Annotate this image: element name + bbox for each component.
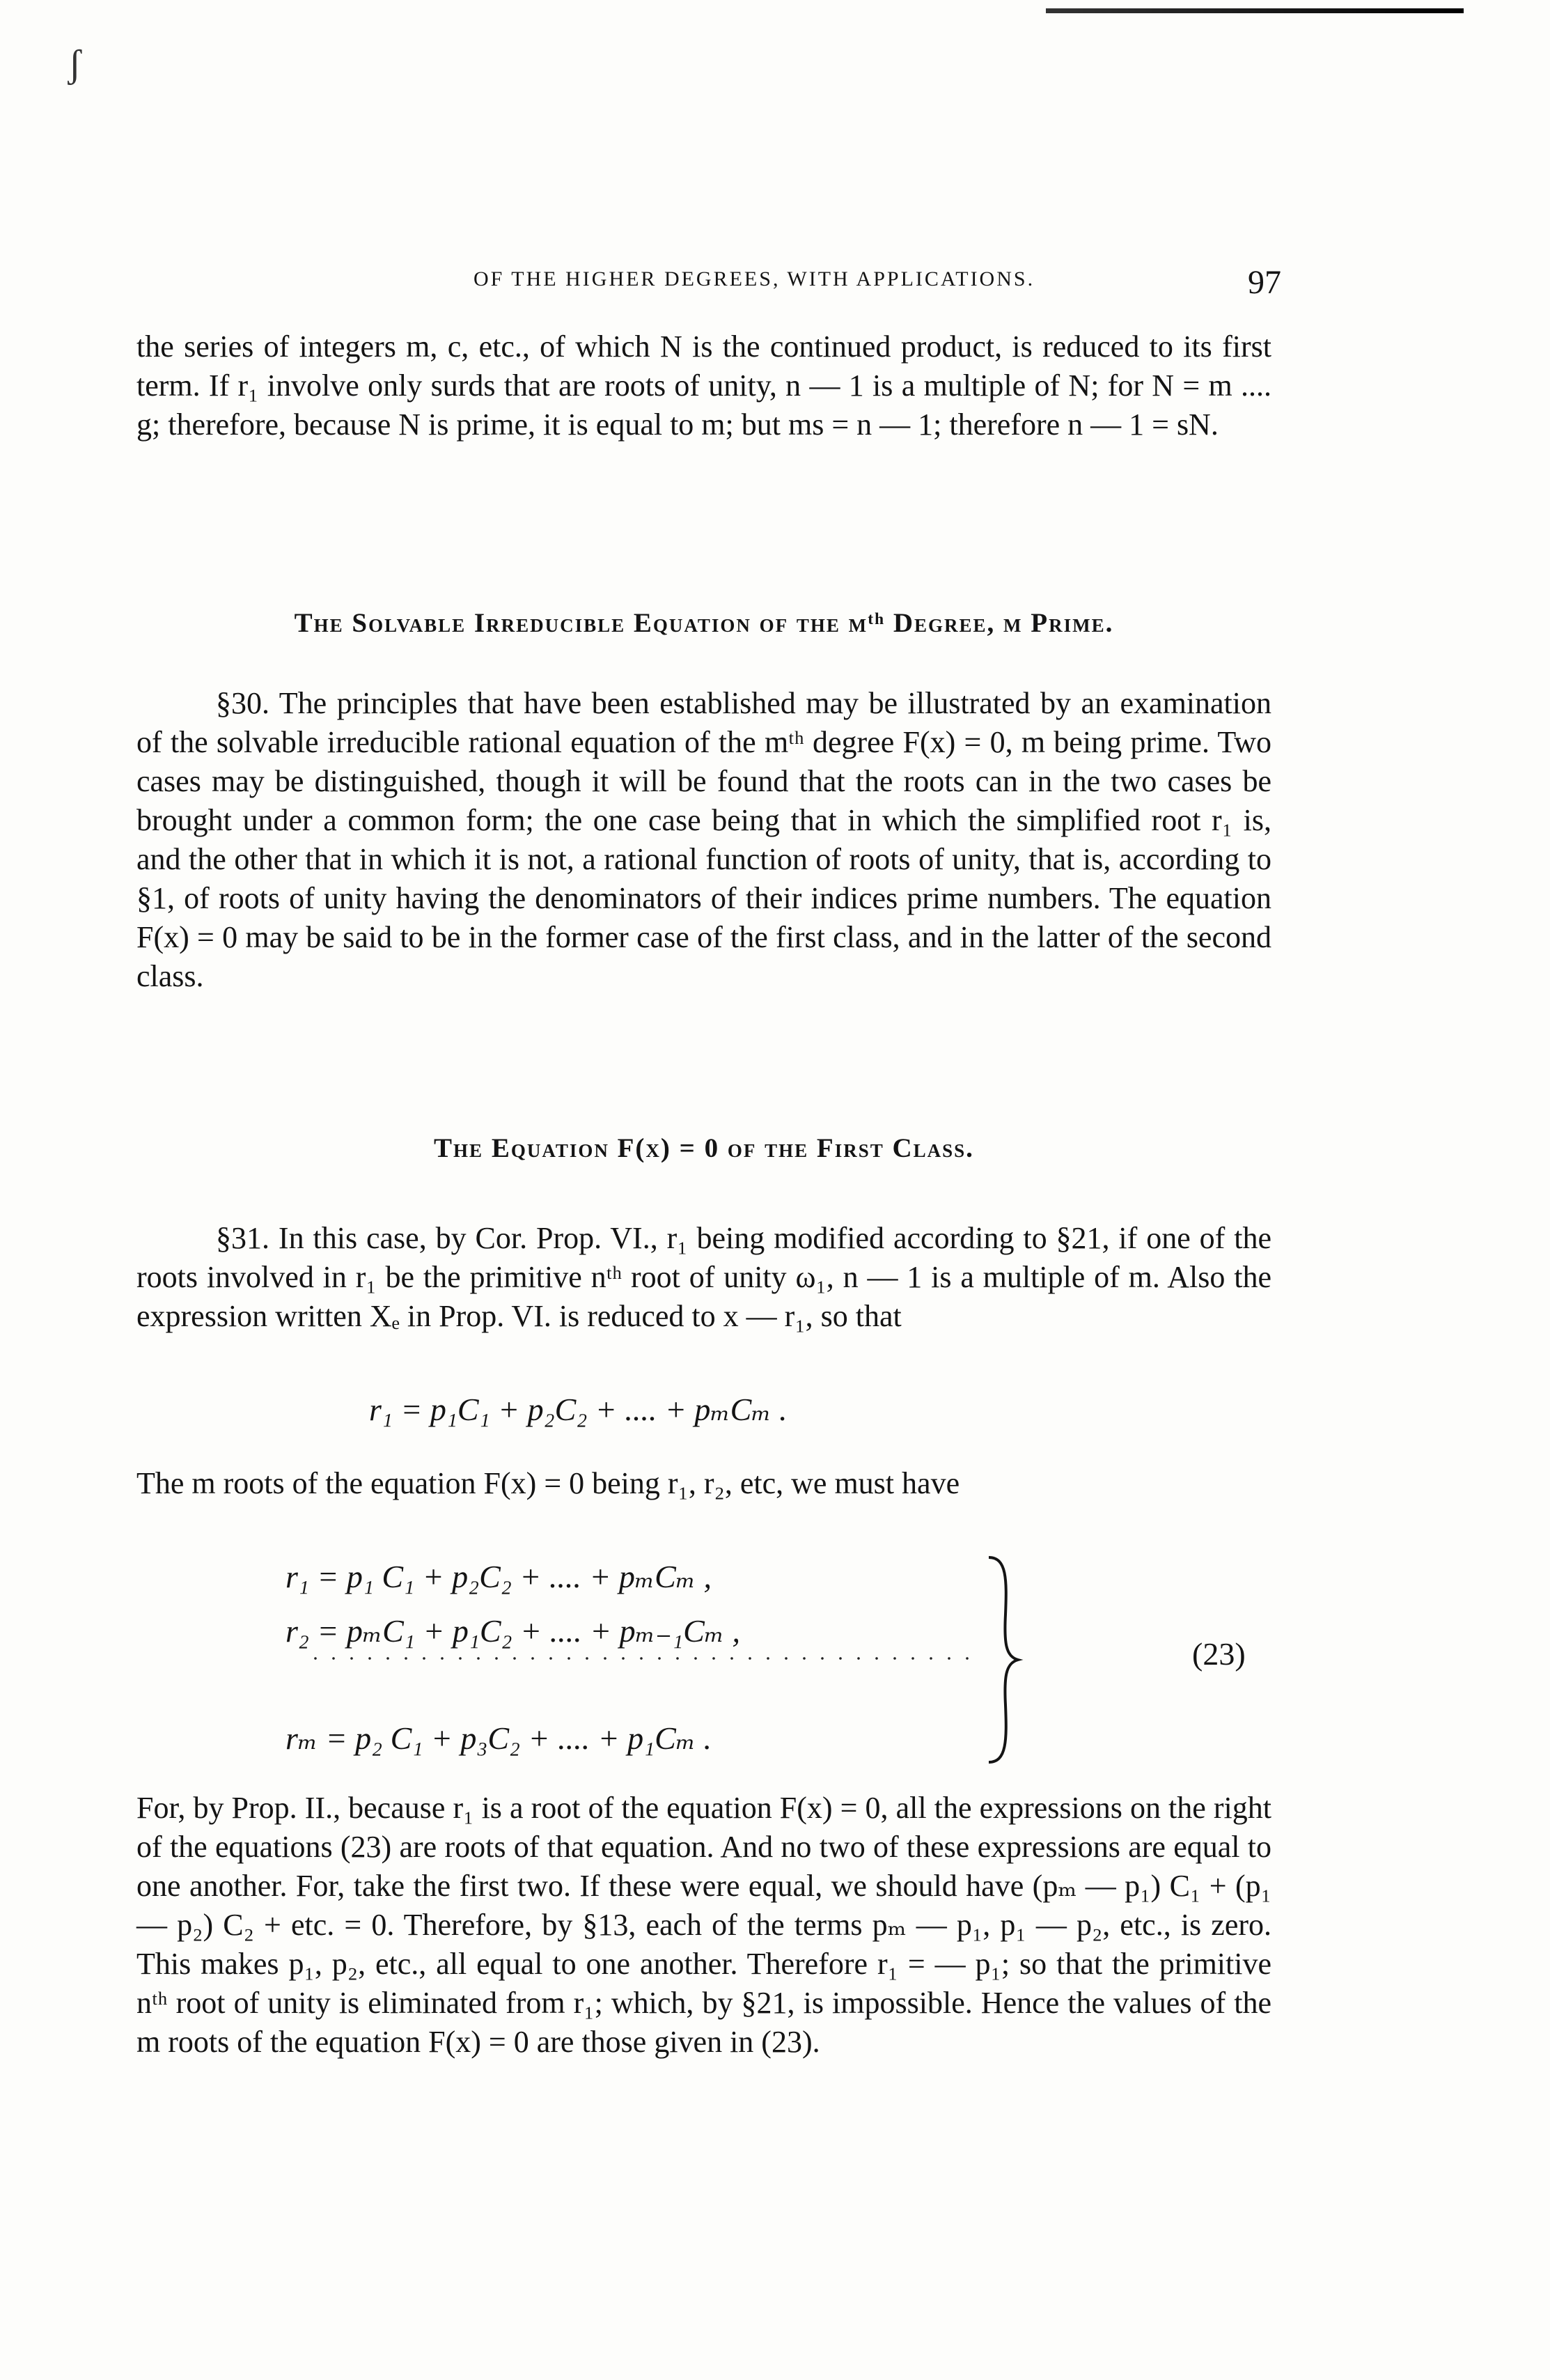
page-number: 97 xyxy=(1248,264,1281,301)
section-heading-first-class: The Equation F(x) = 0 of the First Class. xyxy=(434,1133,974,1163)
page-header xyxy=(473,263,1281,305)
running-head: OF THE HIGHER DEGREES, WITH APPLICATIONS. xyxy=(473,267,1035,290)
equation-system-line-2: r₂ = pₘC₁ + p₁C₂ + .... + pₘ₋₁Cₘ , xyxy=(285,1613,740,1649)
paragraph-proof: For, by Prop. II., because r₁ is a root of the equation F(x) = 0, all the expressions on the right of the equations (23) are roots of that equation. And no two of these expressions are equal to one another. For, take the first two. If these were equal, we should have (pₘ — p₁) C₁ + (p₁ — p₂) C₂ + etc. = 0. Therefore, by §13, each of the terms pₘ — p₁, p₁ — p₂, etc., is zero. This makes p₁, p₂, etc., all equal to one another. Therefore r₁ = — p₁; so that the primitive nᵗʰ root of unity is eliminated from r₁; which, by §21, is impossible. Hence the values of the m roots of the equation F(x) = 0 are those given in (23). xyxy=(136,1791,1271,2059)
paragraph-section-31: §31. In this case, by Cor. Prop. VI., r₁ being modified according to §21, if one of the roots involved in r₁ be the primitive nᵗʰ root of unity ω₁, n — 1 is a multiple of m. Also the expression written Xₑ in Prop. VI. is reduced to x — r₁, so that xyxy=(136,1221,1271,1333)
equation-system-line-m: rₘ = p₂ C₁ + p₃C₂ + .... + p₁Cₘ . xyxy=(285,1720,712,1756)
paragraph-section-30: §30. The principles that have been established may be illustrated by an examination of the solvable irreducible rational equation of the mᵗʰ degree F(x) = 0, m being prime. Two cases may be distinguished, though it will be found that the roots can in the two cases be brought under a common form; the one case being that in which the simplified root r₁ is, and the other that in which it is not, a rational function of roots of unity, that is, according to §1, of roots of unity having the denominators of their indices prime numbers. The equation F(x) = 0 may be said to be in the former case of the first class, and in the latter of the second class. xyxy=(136,686,1271,993)
paragraph-1: the series of integers m, c, etc., of which N is the continued product, is reduced to its first term. If r₁ involve only surds that are roots of unity, n — 1 is a multiple of N; for N = m .... g; therefore, because N is prime, it is equal to m; but ms = n — 1; therefore n — 1 = sN. xyxy=(136,329,1271,442)
equation-system-line-1: r₁ = p₁ C₁ + p₂C₂ + .... + pₘCₘ , xyxy=(285,1559,712,1594)
equation-ellipsis-row xyxy=(306,1656,971,1660)
scan-edge-rule xyxy=(1046,8,1464,13)
scan-margin-mark: ʃ xyxy=(68,42,81,86)
equation-number: (23) xyxy=(1192,1636,1246,1672)
paragraph-roots: The m roots of the equation F(x) = 0 being r₁, r₂, etc, we must have xyxy=(136,1466,960,1500)
equation-r1: r₁ = p₁C₁ + p₂C₂ + .... + pₘCₘ . xyxy=(369,1392,788,1427)
section-heading-mth-degree: The Solvable Irreducible Equation of the mᵗʰ Degree, m Prime. xyxy=(294,608,1114,638)
right-brace-icon xyxy=(982,1552,1024,1768)
